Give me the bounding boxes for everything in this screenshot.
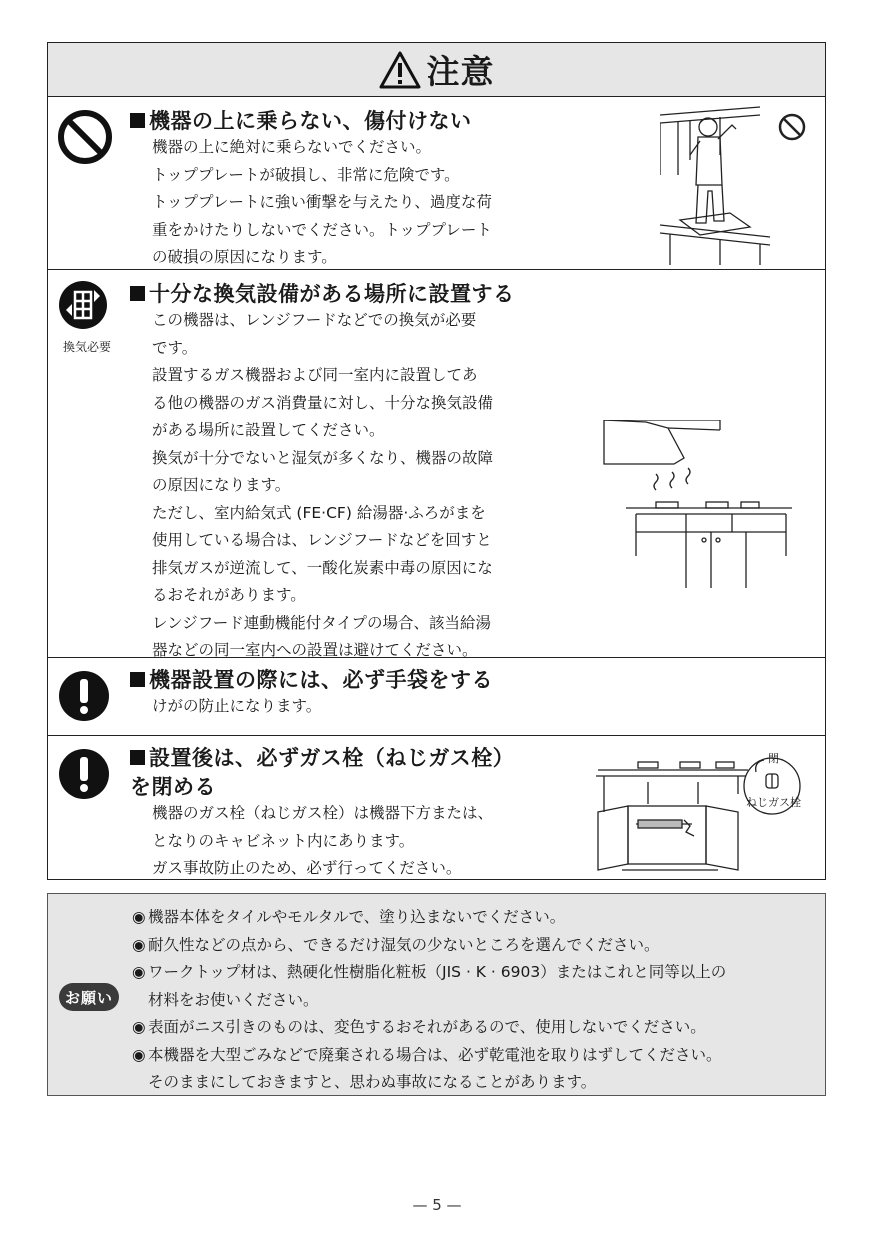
bullet-icon: ◉: [132, 963, 146, 981]
list-item: ◉ 表面がニス引きのものは、変色するおそれがあるので、使用しないでください。: [132, 1014, 726, 1042]
caution-header: [48, 43, 825, 97]
section-body: [152, 307, 493, 665]
body-line: る他の機器のガス消費量に対し、十分な換気設備: [152, 393, 494, 412]
list-item-continuation: そのままにしておきますと、思わぬ事故になることがあります。: [148, 1073, 597, 1091]
body-line: 機器のガス栓（ねじガス栓）は機器下方または、: [152, 804, 494, 822]
caution-section-no-climb: [48, 97, 825, 269]
body-line: るおそれがあります。: [152, 586, 306, 604]
ventilation-symbol-label: 換気必要: [62, 340, 111, 354]
page-number: — 5 —: [412, 1196, 462, 1214]
body-line: です。: [152, 338, 198, 357]
caution-section-gas-valve: [48, 735, 825, 881]
section-heading: 十分な換気設備がある場所に設置する: [130, 278, 515, 308]
caution-section-gloves: [48, 657, 825, 735]
bullet-icon: ◉: [132, 935, 146, 954]
caution-box: [47, 42, 826, 880]
section-heading: 設置後は、必ずガス栓（ねじガス栓）: [130, 742, 514, 772]
gas-valve-illustration: [588, 746, 808, 874]
request-badge: お願い: [59, 983, 119, 1011]
body-line: トッププレートが破損し、非常に危険です。: [152, 165, 460, 184]
bullet-icon: ◉: [132, 1018, 146, 1036]
caution-title: 注意: [426, 52, 495, 91]
valve-close-label: 閉: [768, 752, 779, 765]
person-standing-on-cooktop-illustration: [660, 105, 810, 265]
range-hood-illustration: [596, 420, 796, 590]
body-line: 設置するガス機器および同一室内に設置してあ: [152, 366, 478, 384]
list-item-continuation: 材料をお使いください。: [148, 990, 319, 1009]
section-body: [152, 134, 492, 272]
section-heading-continuation: を閉める: [130, 775, 216, 799]
body-line: 換気が十分でないと湿気が多くなり、機器の故障: [152, 448, 494, 467]
caution-section-ventilation: [48, 269, 825, 657]
body-line: となりのキャビネット内にあります。: [152, 831, 415, 850]
list-item: ◉ 本機器を大型ごみなどで廃棄される場合は、必ず乾電池を取りはずしてください。: [132, 1042, 726, 1070]
request-list: [132, 904, 726, 1097]
body-line: ガス事故防止のため、必ず行ってください。: [152, 859, 462, 877]
body-line: 重をかけたりしないでください。トッププレート: [152, 220, 492, 239]
request-box: [47, 893, 826, 1096]
section-body: [152, 800, 493, 883]
list-item: ◉ 耐久性などの点から、できるだけ湿気の少ないところを選んでください。: [132, 932, 726, 960]
body-line: 機器の上に絶対に乗らないでください。: [152, 138, 432, 156]
body-line: 器などの同一室内への設置は避けてください。: [152, 641, 478, 659]
warning-triangle-icon: [379, 51, 421, 89]
list-item: ◉ 機器本体をタイルやモルタルで、塗り込まないでください。: [132, 904, 726, 932]
mandatory-action-icon: [58, 748, 110, 800]
body-line: けがの防止になります。: [152, 697, 322, 715]
body-line: がある場所に設置してください。: [152, 421, 385, 439]
valve-name-label: ねじガス栓: [746, 796, 801, 809]
prohibition-icon: [57, 109, 113, 165]
body-line: 使用している場合は、レンジフードなどを回すと: [152, 531, 492, 549]
body-line: トッププレートに強い衝撃を与えたり、過度な荷: [152, 193, 492, 211]
body-line: の破損の原因になります。: [152, 248, 337, 266]
body-line: の原因になります。: [152, 476, 291, 494]
body-line: レンジフード連動機能付タイプの場合、該当給湯: [152, 613, 491, 632]
ventilation-required-icon: [58, 280, 108, 330]
body-line: この機器は、レンジフードなどでの換気が必要: [152, 311, 477, 329]
bullet-icon: ◉: [132, 1045, 146, 1064]
body-line: 排気ガスが逆流して、一酸化炭素中毒の原因にな: [152, 558, 493, 577]
mandatory-action-icon: [58, 670, 110, 722]
bullet-icon: ◉: [132, 908, 146, 926]
section-body: [152, 693, 321, 721]
section-heading: 機器設置の際には、必ず手袋をする: [130, 664, 493, 694]
body-line: ただし、室内給気式 (FE·CF) 給湯器·ふろがまを: [152, 503, 486, 522]
list-item: ◉ ワークトップ材は、熱硬化性樹脂化粧板（JIS · K · 6903）またはこれと同等以上の: [132, 959, 726, 987]
section-heading: 機器の上に乗らない、傷付けない: [130, 105, 472, 135]
